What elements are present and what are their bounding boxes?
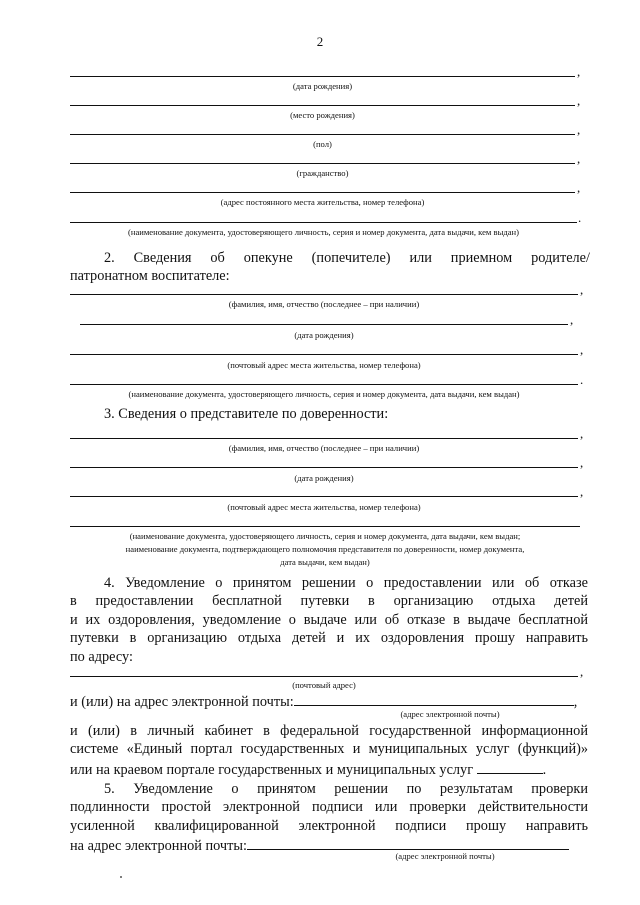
period: .	[580, 372, 584, 387]
representative-documents-caption-line2: наименование документа, подтверждающего полномочия представителя по доверенности, номер документа,	[125, 544, 525, 554]
birth-place-caption: (место рождения)	[290, 110, 355, 120]
comma: ,	[577, 180, 581, 195]
birth-date-caption: (дата рождения)	[292, 81, 353, 91]
representative-documents-caption-line3: дата выдачи, кем выдан)	[280, 557, 370, 567]
representative-birth-date-caption: (дата рождения)	[294, 473, 354, 483]
section5-email-caption: (адрес электронной почты)	[395, 851, 495, 861]
guardian-birth-date-line	[80, 324, 568, 325]
address-caption: (адрес постоянного места жительства, номер телефона)	[220, 197, 425, 207]
postal-address-line	[70, 676, 578, 677]
cabinet-line3: или на краевом портале государственных и муниципальных услуг	[70, 761, 474, 778]
comma: ,	[570, 312, 574, 327]
representative-address-line	[70, 496, 578, 497]
comma: ,	[573, 694, 578, 710]
section2-heading-line2: патронатном воспитателе:	[70, 268, 230, 285]
representative-name-caption: (фамилия, имя, отчество (последнее – при наличии)	[228, 443, 420, 453]
comma: ,	[577, 93, 581, 108]
period: .	[578, 210, 582, 225]
citizenship-line	[70, 163, 575, 164]
section2-heading-line1: 2. Сведения об опекуне (попечителе) или приемном родителе/	[104, 250, 590, 266]
comma: ,	[580, 484, 584, 499]
representative-address-caption: (почтовый адрес места жительства, номер телефона)	[227, 502, 421, 512]
section4-paragraph	[70, 574, 588, 666]
citizenship-caption: (гражданство)	[296, 168, 349, 178]
comma: ,	[580, 455, 584, 470]
guardian-address-line	[70, 354, 578, 355]
comma: ,	[580, 342, 584, 357]
representative-name-line	[70, 438, 578, 439]
section4-line4: путевки в организацию отдыха детей и их оздоровления прошу направить	[70, 630, 588, 647]
section5-line1: 5. Уведомление о принятом решении по результатам проверки	[104, 781, 588, 797]
section3-heading: 3. Сведения о представителе по доверенности:	[104, 406, 389, 422]
cabinet-line2: системе «Единый портал государственных и муниципальных услуг (функций)»	[70, 741, 588, 758]
section4-line1: 4. Уведомление о принятом решении о предоставлении или об отказе	[104, 575, 588, 591]
scan-speck	[120, 876, 122, 878]
representative-birth-date-line	[70, 467, 578, 468]
guardian-id-document-line	[70, 384, 578, 385]
guardian-id-document-caption: (наименование документа, удостоверяющего личность, серия и номер документа, дата выдачи, кем выдан)	[128, 389, 520, 399]
birth-place-line	[70, 105, 575, 106]
email-label: и (или) на адрес электронной почты:	[70, 694, 294, 710]
comma: ,	[580, 664, 584, 679]
section5-email-field-line	[247, 835, 569, 850]
email-caption: (адрес электронной почты)	[400, 709, 500, 719]
section5-line4: на адрес электронной почты:	[70, 838, 247, 855]
cabinet-line1: и (или) в личный кабинет в федеральной государственной информационной	[70, 723, 588, 739]
birth-date-line	[70, 76, 575, 77]
section2-heading	[70, 249, 590, 286]
cabinet-line3-row	[70, 759, 588, 779]
address-line	[70, 192, 575, 193]
section5-line2: подлинности простой электронной подписи или проверки действительности	[70, 799, 588, 816]
sex-caption: (пол)	[313, 139, 332, 149]
id-document-caption: (наименование документа, удостоверяющего личность, серия и номер документа, дата выдачи, кем выдан)	[127, 227, 519, 237]
cabinet-fill-line	[477, 759, 543, 774]
representative-documents-caption-line1: (наименование документа, удостоверяющего личность, серия и номер документа, дата выдачи, кем выдан;	[129, 531, 521, 541]
guardian-address-caption: (почтовый адрес места жительства, номер телефона)	[227, 360, 421, 370]
section4-line5: по адресу:	[70, 648, 133, 665]
section4-line3: и их оздоровления, уведомление о выдаче или об отказе в выдаче бесплатной	[70, 611, 588, 628]
section4-line2: в предоставлении бесплатной путевки в организацию отдыха детей	[70, 593, 588, 610]
postal-address-caption: (почтовый адрес)	[292, 680, 356, 690]
sex-line	[70, 134, 575, 135]
email-field-line	[294, 691, 574, 706]
section5-paragraph	[70, 780, 588, 856]
guardian-name-line	[70, 294, 578, 295]
comma: ,	[577, 151, 581, 166]
comma: ,	[580, 282, 584, 297]
guardian-name-caption: (фамилия, имя, отчество (последнее – при наличии)	[228, 299, 420, 309]
section5-line3: усиленной квалифицированной электронной подписи прошу направить	[70, 817, 588, 834]
guardian-birth-date-caption: (дата рождения)	[294, 330, 354, 340]
comma: ,	[580, 426, 584, 441]
period: .	[542, 761, 547, 778]
comma: ,	[577, 122, 581, 137]
page-number: 2	[316, 34, 324, 49]
representative-documents-line	[70, 526, 580, 527]
comma: ,	[577, 64, 581, 79]
cabinet-paragraph	[70, 722, 588, 779]
id-document-line	[70, 222, 577, 223]
email-row	[70, 691, 577, 711]
